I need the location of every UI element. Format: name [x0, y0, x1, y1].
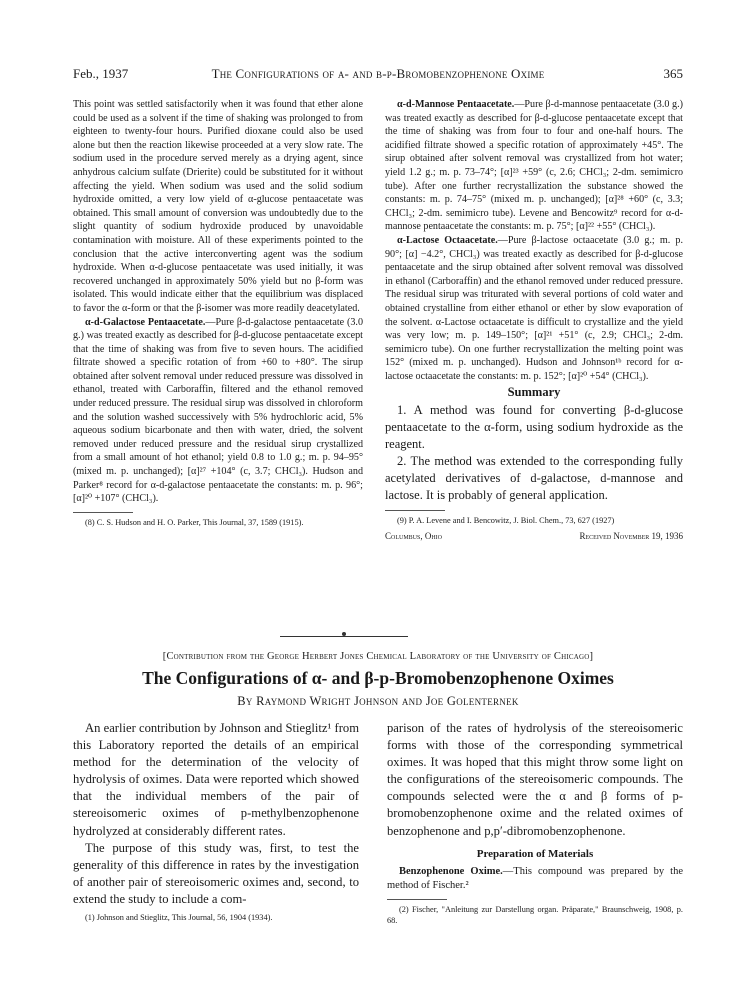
page-number: 365: [663, 66, 683, 81]
received-date: Received November 19, 1936: [579, 530, 683, 541]
paragraph: [385, 234, 683, 384]
summary-item: 1. A method was found for converting β-d-glucose pentaacetate to the α-form, using sodium hydroxide as the reagent.: [385, 403, 683, 452]
paragraph: [73, 316, 363, 506]
bottom-right-column: [387, 720, 683, 927]
paragraph: The purpose of this study was, first, to test the generality of this difference in rates by the investigation of another pair of stereoisomeric oximes and, second, to extend the study to include a com-: [73, 840, 359, 906]
paragraph: This point was settled satisfactorily when it was found that ether alone could be used as a solvent if the time of shaking was prolonged to from eighteen to twenty-four hours. Purified dioxane could also be used alone but then the reaction likewise proceeded at a very slow rate. The sodium used in the procedure served merely as a drying agent, since anhydrous calcium sulfate (Drierite) could be substituted for it without affecting the yield. When sodium was used and the solid sodium hydroxide omitted, a very low yield of α-glucose pentaacetate was obtained. This small amount of conversion was undoubtedly due to the slight quantity of sodium hydroxide produced by unavoidable contamination with moisture. All of these experiments pointed to the conclusion that the active interconverting agent was the sodium hydroxide. When α-d-glucose pentaacetate was used initially, it was recovered unchanged in approximately 50% yield but no β-form was isolated. This would indicate either that the equilibrium was displaced to favor the α-form or that the β-isomer was more readily deacetylated.: [73, 99, 363, 314]
run-in-heading: α-d-Mannose Pentaacetate.: [397, 99, 515, 110]
contribution-line: [Contribution from the George Herbert Jones Chemical Laboratory of the University of Chicago]: [162, 651, 594, 662]
article-authors: By Raymond Wright Johnson and Joe Golenternek: [237, 694, 519, 708]
paragraph-text: —Pure β-d-galactose pentaacetate (3.0 g.) was treated exactly as described for β-d-glucose pentaacetate except that the time of shaking was from five to seven hours. The acidified filtrate showed a specific rotation of from +60 to +80°. The sirup obtained after solvent removal under reduced pressure was dissolved in ethanol, treated with Carboraffin, filtered and the ethanol removed under reduced pressure. The residual sirup was dissolved in chloroform and the solution washed successively with 5% hydrochloric acid, 5% aqueous sodium bicarbonate and then with water, dried, the solvent removed under reduced pressure and the residual sirup crystallized from a small amount of hot ethanol; yield 0.8 to 1.0 g.; m. p. 94–95° (mixed m. p. unchanged); [α]²⁷ +104° (c, 3.7; CHCl₃). Hudson and Parker⁸ record for α-d-galactose pentaacetate the constants: m. p. 96°; [α]²⁰ +107° (CHCl₃).: [73, 316, 363, 505]
paragraph: [387, 865, 683, 893]
paragraph: An earlier contribution by Johnson and Stieglitz¹ from this Laboratory reported the details of an empirical method for the determination of the velocity of hydrolysis of oximes. Data were reported which showed that the individual members of the pair of stereoisomeric oximes of p-methylbenzophenone hydrolyzed at considerably different rates.: [73, 721, 359, 838]
header-title: The Configurations of α- and β-p-Bromobenzophenone Oxime: [211, 66, 545, 81]
paragraph-text: —This compound was prepared by the method of Fischer.²: [387, 865, 683, 891]
footnote-rule: [73, 512, 133, 513]
run-in-heading: Benzophenone Oxime.: [399, 865, 503, 877]
separator-dot: [342, 632, 346, 636]
paragraph-text: —Pure β-lactose octaacetate (3.0 g.; m. p. 90°; [α] −4.2°, CHCl₃) was treated exactly as described for β-d-glucose pentaacetate and the sirup obtained after solvent removal was dissolved in ethanol (Carboraffin) and the ethanol removed under reduced pressure. The residual sirup was triturated with several portions of cold water and obtained crystalline from either ethanol or ether by slow evaporation of the solvent. α-Lactose octaacetate is difficult to crystallize and the yield was very low; m. p. 149–150°; [α]²¹ +51° (c, 2.9; CHCl₃; 2-dm. semimicro tube). On one further recrystallization the melting point was 152° (mixed m. p. unchanged). Hudson and Johnson¹ᵇ record for α-lactose octaacetate the constants: m. p. 152°; [α]²⁰ +54° (CHCl₃).: [385, 234, 683, 382]
footnote: (2) Fischer, "Anleitung zur Darstellung organ. Präparate," Braunschweig, 1908, p. 68.: [387, 904, 683, 926]
paragraph: [385, 98, 683, 234]
summary-heading: Summary: [507, 385, 561, 400]
footnote: (1) Johnson and Stieglitz, This Journal, 56, 1904 (1934).: [85, 913, 273, 923]
article-title: The Configurations of α- and β-p-Bromobenzophenone Oximes: [142, 668, 614, 688]
location-line: [385, 530, 683, 542]
summary-item: 2. The method was extended to the corresponding fully acetylated derivatives of d-galactose, d-mannose and lactose. It is probably of general application.: [385, 454, 683, 503]
run-in-heading: α-Lactose Octaacetate.: [397, 234, 498, 246]
footnote-rule: [387, 899, 447, 900]
bottom-left-column: [73, 720, 359, 924]
paragraph: parison of the rates of hydrolysis of the stereoisomeric forms with those of the corresponding symmetrical oximes. It was hoped that this might throw some light on the configurations of the stereoisomeric compounds. The compounds selected were the α and β forms of p-bromobenzophenone oxime and the related oximes of benzophenone and p,p′-dibromobenzophenone.: [387, 721, 683, 838]
footnote: (8) C. S. Hudson and H. O. Parker, This Journal, 37, 1589 (1915).: [85, 517, 304, 527]
section-heading: Preparation of Materials: [476, 847, 594, 860]
footnote: (9) P. A. Levene and I. Bencowitz, J. Biol. Chem., 73, 627 (1927): [397, 516, 615, 526]
top-left-column: [73, 98, 363, 528]
run-in-heading: α-d-Galactose Pentaacetate.: [85, 316, 206, 328]
top-right-column: [385, 98, 683, 542]
paragraph-text: —Pure β-d-mannose pentaacetate (3.0 g.) was treated exactly as described for β-d-glucose pentaacetate except that the time of shaking was from four to four and one-half hours. The acidified filtrate showed a specific rotation of approximately +45°. The sirup obtained after solvent removal was crystallized from hot water; yield 1.2 g.; m. p. 73–74°; [α]²³ +59° (c, 2.6; CHCl₃; 2-dm. semimicro tube). After one further recrystallization the substance showed the constants: m. p. 74–75° (mixed m. p. unchanged); [α]²⁸ +60° (c, 3.3; CHCl₃; 2-dm. semimicro tube). Levene and Bencowitz⁹ record for α-d-mannose pentaacetate the constants: m. p. 75°; [α]²² +55° (CHCl₃).: [385, 99, 683, 233]
preparation-section: [387, 846, 683, 893]
location: Columbus, Ohio: [385, 530, 443, 541]
separator-rule: [280, 636, 408, 637]
header-date: Feb., 1937: [73, 66, 129, 81]
summary-section: [385, 386, 683, 504]
running-header: [73, 66, 683, 82]
footnote-rule: [385, 510, 445, 511]
